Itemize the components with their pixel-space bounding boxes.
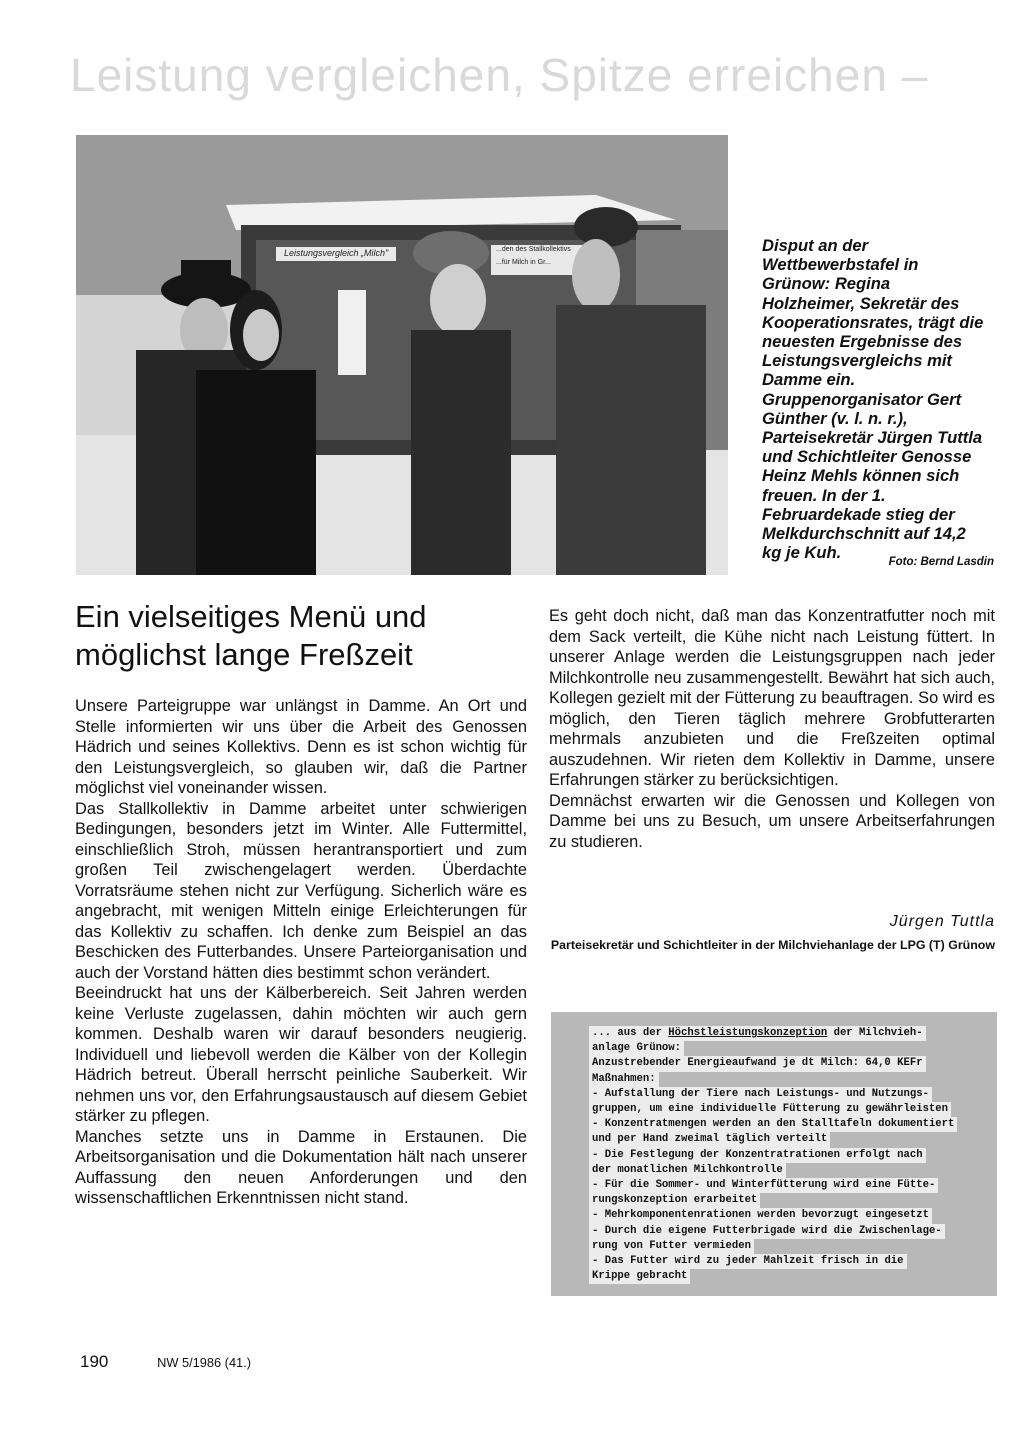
paragraph: Das Stallkollektiv in Damme arbeitet unter schwierigen Bedingungen, besonders jetzt im Winter. Alle Futtermittel, einschließlich Stroh, müssen herantransportiert und zum großen Teil zwischengelagert werden. Überdachte Vorratsräume stehen nicht zur Verfügung. Sicherlich wäre es angebracht, mit wenigen Mitteln einige Erleichterungen für das Kollektiv zu schaffen. Ich denke zum Beispiel an das Beschicken des Futterbandes. Unsere Parteiorganisation und auch der Vorstand hätten dies bestimmt schon verändert. [75,799,527,982]
excerpt-measures-wrap [589,1072,659,1087]
excerpt-energy-wrap [589,1056,926,1071]
excerpt-measure-line [589,1148,926,1163]
excerpt-measure-text: und per Hand zweimal täglich verteilt [592,1133,828,1146]
excerpt-bullet: - [592,1255,605,1268]
excerpt-measure-text: Die Festlegung der Konzentratrationen erfolgt nach [604,1148,923,1161]
board-label-right: ...den des Stallkollektivs [496,246,571,253]
excerpt-measure-line [589,1254,907,1269]
article-photo [76,135,728,575]
excerpt-measure-text: Für die Sommer- und Winterfütterung wird eine Fütte- [604,1179,936,1192]
excerpt-measure-line [589,1239,754,1254]
excerpt-bullet: - [592,1179,605,1192]
paragraph: Demnächst erwarten wir die Genossen und Kollegen von Damme bei uns zu Besuch, um unsere Arbeitserfahrungen zu studieren. [549,791,995,851]
excerpt-measure-text: Aufstallung der Tiere nach Leistungs- und Nutzungs- [604,1087,929,1100]
headline-line-2: möglichst lange Freßzeit [75,637,413,672]
photo-illustration [76,135,728,575]
excerpt-bullet: - [592,1118,605,1131]
excerpt-measure-line [589,1132,830,1147]
page-header-title: Leistung vergleichen, Spitze erreichen – [70,49,929,101]
excerpt-intro-line-2: anlage Grünow: [592,1042,682,1055]
excerpt-text [589,1026,987,1284]
photo-caption [762,236,987,562]
excerpt-energy-line: Anzustrebender Energieaufwand je dt Milch: 64,0 KEFr [592,1057,923,1070]
excerpt-measure-text: Krippe gebracht [592,1270,688,1283]
headline-line-1: Ein vielseitiges Menü und [75,599,427,634]
excerpt-measure-line [589,1102,951,1117]
excerpt-bullet: - [592,1148,605,1161]
excerpt-intro-suffix: der Milchvieh- [827,1027,923,1039]
excerpt-bullet: - [592,1087,605,1100]
excerpt-bullet: - [592,1224,605,1237]
excerpt-measure-line [589,1193,760,1208]
excerpt-measures-label: Maßnahmen: [592,1072,656,1085]
article-headline [75,598,535,674]
caption-text: Disput an der Wettbewerbstafel in Grünow: Regina Holzheimer, Sekretär des Kooperationsrates, trägt die neuesten Ergebnisse des Leistungsvergleichs mit Damme ein. Gruppenorganisator Gert Günther (v. l. n. r.), Parteisekretär Jürgen Tuttla und Schichtleiter Genosse Heinz Mehls können sich freuen. In der 1. Februardekade stieg der Melkdurchschnitt auf 14,2 kg je Kuh. [762,236,984,563]
paragraph: Manches setzte uns in Damme in Erstaunen. Die Arbeitsorganisation und die Dokumentation hält nach unserer Auffassung den neuen Anforderungen und den wissenschaftlichen Erkenntnissen nicht stand. [75,1127,527,1207]
paragraph: Beeindruckt hat uns der Kälberbereich. Seit Jahren werden keine Verluste zugelassen, dahin möchten wir auch gern kommen. Deshalb waren wir darauf besonders neugierig. Individuell und liebevoll werden die Kälber von der Kollegin Hädrich betreut. Überall herrscht peinliche Sauberkeit. Wir nehmen uns vor, den Erfahrungsaustausch auf diesem Gebiet stärker zu pflegen. [75,984,527,1125]
excerpt-measure-line [589,1269,690,1284]
excerpt-bullet: - [592,1209,605,1222]
excerpt-measure-line [589,1087,932,1102]
paragraph: Es geht doch nicht, daß man das Konzentratfutter noch mit dem Sack verteilt, die Kühe nicht nach Leistung füttert. In unserer Anlage werden die Leistungsgruppen nach jeder Milchkontrolle neu zusammengestellt. Bewährt hat sich auch, Kollegen gezielt mit der Fütterung zu beauftragen. So wird es möglich, den Tieren täglich mehrere Grobfutterarten mehrmals anzubieten und die Freßzeiten optimal auszudehnen. Wir rieten dem Kollektiv in Damme, unsere Erfahrungen stärker zu berücksichtigen. [549,607,995,789]
excerpt-measure-line [589,1163,786,1178]
excerpt-measure-text: der monatlichen Milchkontrolle [592,1163,783,1176]
excerpt-measure-text: Durch die eigene Futterbrigade wird die Zwischenlage- [604,1224,942,1237]
excerpt-measure-text: rung von Futter vermieden [592,1239,751,1252]
author-role: Parteisekretär und Schichtleiter in der Milchviehanlage der LPG (T) Grünow [550,938,995,952]
board-label: Leistungsvergleich „Milch" [284,248,389,258]
paragraph: Unsere Parteigruppe war unlängst in Damme. An Ort und Stelle informierten wir uns über die Arbeit des Genossen Hädrich und seines Kollektivs. Denn es ist schon wichtig für den Leistungsvergleich, so glauben wir, daß die Partner möglichst viel voneinander wissen. [75,697,527,797]
article-column-right [549,606,995,852]
article-column-left [75,696,527,1209]
excerpt-measure-line [589,1178,938,1193]
excerpt-intro-line-2-wrap [589,1041,684,1056]
excerpt-intro-line [589,1026,926,1041]
excerpt-measure-line [589,1117,957,1132]
excerpt-measure-text: Konzentratmengen werden an den Stalltafeln dokumentiert [604,1118,955,1131]
concept-excerpt [551,1012,997,1296]
excerpt-measure-text: Das Futter wird zu jeder Mahlzeit frisch in die [604,1255,904,1268]
excerpt-measure-text: rungskonzeption erarbeitet [592,1194,758,1207]
excerpt-measure-text: gruppen, um eine individuelle Fütterung zu gewährleisten [592,1103,949,1116]
photo-credit: Foto: Bernd Lasdin [888,556,994,568]
article-author: Jürgen Tuttla [889,913,995,930]
excerpt-intro-title: Höchstleistungskonzeption [668,1027,828,1039]
excerpt-measure-line [589,1208,932,1223]
journal-reference: NW 5/1986 (41.) [157,1355,251,1370]
excerpt-intro-prefix: ... aus der [592,1027,669,1039]
board-label-right-2: ...für Milch in Gr... [496,259,551,266]
page-footer [80,1352,251,1372]
excerpt-measure-text: Mehrkomponentenrationen werden bevorzugt eingesetzt [604,1209,929,1222]
page-number: 190 [80,1352,109,1371]
excerpt-measure-line [589,1224,945,1239]
